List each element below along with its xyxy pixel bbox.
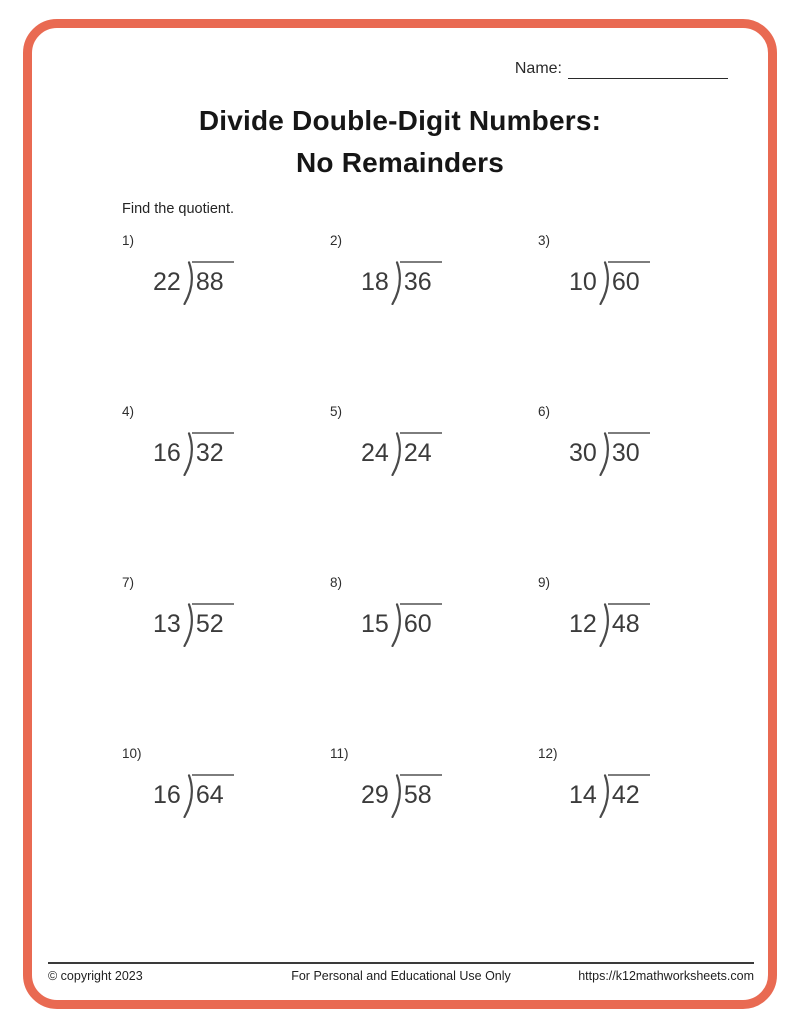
dividend: 36	[400, 261, 442, 297]
divisor: 12	[569, 610, 597, 638]
divisor: 18	[361, 268, 389, 296]
long-division-expression	[153, 261, 234, 305]
problem-number: 6)	[538, 404, 551, 419]
divisor: 30	[569, 439, 597, 467]
problem-1	[122, 233, 330, 404]
problem-9	[538, 575, 746, 746]
divisor: 22	[153, 268, 181, 296]
problem-10	[122, 746, 330, 917]
divisor: 10	[569, 268, 597, 296]
dividend: 24	[400, 432, 442, 468]
problem-3	[538, 233, 746, 404]
problem-number: 11)	[330, 746, 349, 761]
worksheet-title	[0, 100, 800, 184]
problem-number: 5)	[330, 404, 343, 419]
problem-2	[330, 233, 538, 404]
problem-number: 4)	[122, 404, 135, 419]
long-division-expression	[361, 432, 442, 476]
problem-7	[122, 575, 330, 746]
footer	[48, 962, 754, 983]
problem-number: 1)	[122, 233, 135, 248]
divisor: 14	[569, 781, 597, 809]
name-label: Name:	[514, 60, 562, 77]
problem-number: 2)	[330, 233, 343, 248]
long-division-expression	[153, 774, 234, 818]
long-division-expression	[569, 603, 650, 647]
long-division-expression	[153, 603, 234, 647]
problem-number: 12)	[538, 746, 558, 761]
problem-number: 9)	[538, 575, 551, 590]
long-division-expression	[153, 432, 234, 476]
problem-6	[538, 404, 746, 575]
title-line-2: No Remainders	[296, 147, 504, 178]
divisor: 15	[361, 610, 389, 638]
dividend: 60	[608, 261, 650, 297]
divisor: 13	[153, 610, 181, 638]
problem-12	[538, 746, 746, 917]
divisor: 29	[361, 781, 389, 809]
problem-number: 7)	[122, 575, 135, 590]
problem-number: 10)	[122, 746, 142, 761]
dividend: 42	[608, 774, 650, 810]
divisor: 16	[153, 439, 181, 467]
divisor: 24	[361, 439, 389, 467]
footer-url: https://k12mathworksheets.com	[578, 969, 754, 983]
footer-copyright: © copyright 2023	[48, 969, 143, 983]
divisor: 16	[153, 781, 181, 809]
dividend: 88	[192, 261, 234, 297]
name-blank-line	[568, 61, 728, 79]
problem-11	[330, 746, 538, 917]
long-division-expression	[361, 603, 442, 647]
long-division-expression	[361, 261, 442, 305]
problem-number: 8)	[330, 575, 343, 590]
dividend: 48	[608, 603, 650, 639]
title-line-1: Divide Double-Digit Numbers:	[198, 105, 602, 136]
dividend: 58	[400, 774, 442, 810]
problems-grid	[122, 233, 746, 917]
long-division-expression	[361, 774, 442, 818]
footer-usage-note: For Personal and Educational Use Only	[291, 969, 511, 983]
dividend: 32	[192, 432, 234, 468]
long-division-expression	[569, 432, 650, 476]
problem-5	[330, 404, 538, 575]
problem-4	[122, 404, 330, 575]
problem-number: 3)	[538, 233, 551, 248]
name-field-row	[515, 60, 728, 79]
long-division-expression	[569, 261, 650, 305]
instruction-text: Find the quotient.	[122, 201, 235, 217]
dividend: 52	[192, 603, 234, 639]
dividend: 64	[192, 774, 234, 810]
dividend: 60	[400, 603, 442, 639]
problem-8	[330, 575, 538, 746]
dividend: 30	[608, 432, 650, 468]
long-division-expression	[569, 774, 650, 818]
